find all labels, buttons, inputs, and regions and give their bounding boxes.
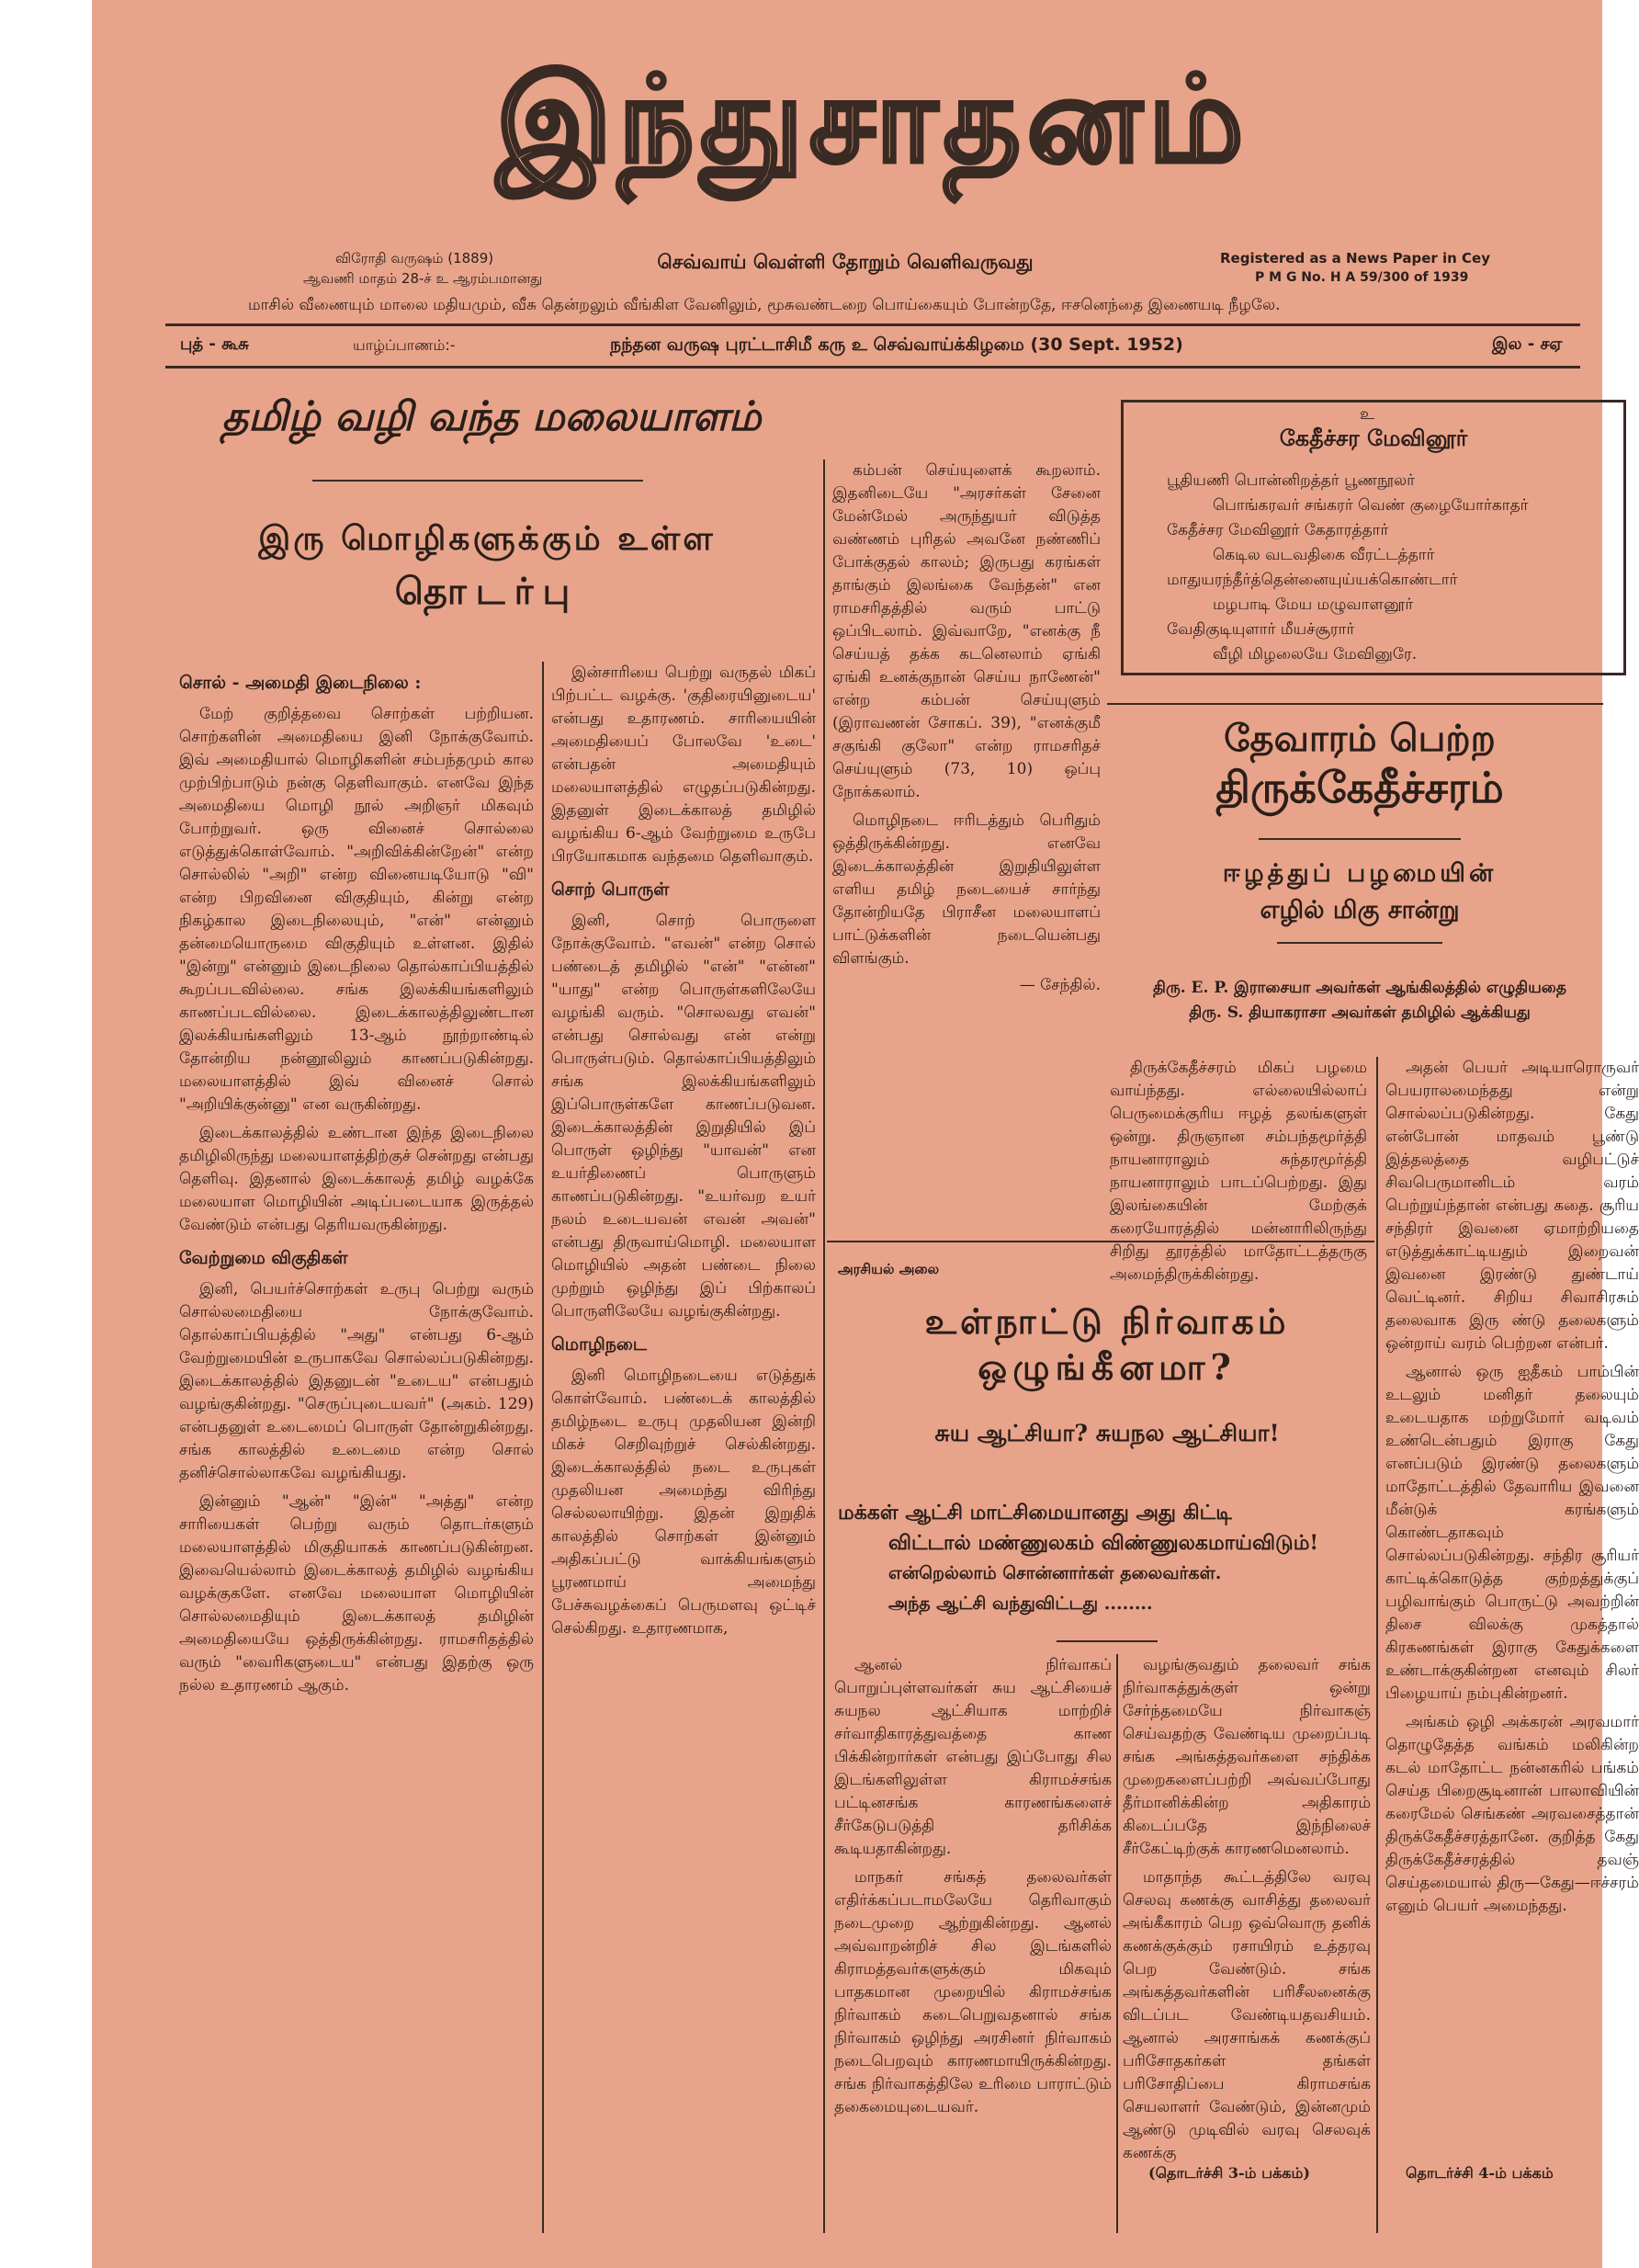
dateline-right: இல - சஏ — [1492, 335, 1563, 354]
article2-column-2 — [1385, 1057, 1639, 2242]
article3-quote — [838, 1498, 1371, 1619]
rule — [1107, 703, 1603, 705]
dateline-date: நந்தன வருஷ புரட்டாசிமீ கரு உ செவ்வாய்க்கிழமை (30 Sept. 1952) — [610, 335, 1183, 355]
section-heading: சொல் - அமைதி இடைநிலை : — [179, 673, 422, 693]
paragraph: மாதாந்த கூட்டத்திலே வரவு செலவு கணக்கு வாசித்து தலைவர் அங்கீகாரம் பெற ஒவ்வொரு தனிக் கணக்குக்கும் ரசாயிரம் உத்தரவு பெற வேண்டும். சங்க அங்கத்தவர்களின் பரிசீலனைக்கு விடப்பட வேண்டியதவசியம். ஆனால் அரசாங்கக் கணக்குப் பரிசோதகர்கள் தங்கள் பரிசோதிப்பை கிராமசங்க செயலாளர் வேண்டும், இன்னமும் ஆண்டு முடிவில் வரவு செலவுக் கணக்கு — [1123, 1868, 1371, 2162]
paragraph: வழங்குவதும் தலைவர் சங்க நிர்வாகத்துக்குள் ஒன்று சேர்ந்தமையே நிர்வாகஞ் செய்வதற்கு வேண்டிய முறைப்படி சங்க அங்கத்தவர்களை சந்திக்க முறைகளைப்பற்றி அவ்வப்போது தீர்மானிக்கின்ற அதிகாரம் கிடைப்பதே இந்நிலைச் சீர்கேட்டிற்குக் காரணமெனலாம். — [1123, 1656, 1371, 1858]
paragraph: ஆனால் ஒரு ஐதீகம் பாம்பின் உடலும் மனிதர் தலையும் உடையதாக மற்றுமோர் வடிவம் உண்டென்பதும் இராகு கேது எனப்படும் இரண்டு தலைகளும் மாதோட்டத்தில் தேவாரிய இவனை மீன்டுக் கரங்களும் கொண்டதாகவும் சொல்லப்படுகின்றது. சந்திர சூரியர் காட்டிக்கொடுத்த குற்றத்துக்குப் பழிவாங்கும் பொருட்டு அவற்றின் திசை விலக்கு முகத்தால் கிரகணங்கள் இராகு கேதுக்களை உண்டாக்குகின்றன எனவும் சிலர் பிழையாய் நம்புகின்றனர். — [1385, 1363, 1639, 1703]
tagline: செவ்வாய் வெள்ளி தோறும் வெளிவருவது — [657, 250, 1034, 273]
paragraph: மேற் குறித்தவை சொற்கள் பற்றியன. சொற்களின் அமைதியை இனி நோக்குவோம். இவ் அமைதியால் மொழிகளின் சம்பந்தமும் கால முற்பிற்பாடும் நன்கு தெளிவாகும். எனவே இந்த அமைதியை மொழி நூல் அறிஞர் மிகவும் போற்றுவர். ஒரு வினைச் சொல்லை எடுத்துக்கொள்வோம். "அறிவிக்கின்றேன்" என்ற சொல்லில் "அறி" என்ற வினையடியோடு "வி" என்ற பிறவினை விகுதியும், கின்று என்ற நிகழ்கால இடைநிலையும், "என்" என்னும் தன்மையொருமை விகுதியும் உள்ளன. இதில் "இன்று" என்னும் இடைநிலை தொல்காப்பியத்தில் கூறப்படவில்லை. சங்க இலக்கியங்களிலும் காணப்படவில்லை. இடைக்காலத்திலுண்டான இலக்கியங்களிலும் 13-ஆம் நூற்றாண்டில் தோன்றிய நன்னூலிலும் காணப்படுகின்றது. மலையாளத்தில் இவ் வினைச் சொல் "அறியிக்குன்னு" என வருகின்றது. — [179, 705, 534, 1114]
paragraph: இனி மொழிநடையை எடுத்துக் கொள்வோம். பண்டைக் காலத்தில் தமிழ்நடை உருபு முதலியன இன்றி மிகச் செறிவுற்றுச் செல்கின்றது. இடைக்காலத்தில் நடை உருபுகள் முதலியன அமைந்து விரிந்து செல்லலாயிற்று. இதன் இறுதிக் காலத்தில் சொற்கள் இன்னும் அதிகப்பட்டு வாக்கியங்களும் பூரணமாய் அமைந்து பேச்சுவழக்கைப் பெருமளவு ஒட்டிச் செல்கிறது. உதாரணமாக, — [551, 1366, 816, 1638]
article3-kicker: அரசியல் அலை — [838, 1261, 940, 1277]
verse-box-mark: உ — [1360, 404, 1375, 424]
rule — [165, 366, 1580, 369]
column-rule — [1116, 1654, 1118, 2233]
rule — [1277, 942, 1442, 944]
verse-line: பூதியணி பொன்னிறத்தர் பூணநூலர் — [1167, 471, 1416, 490]
quote-line: அந்த ஆட்சி வந்துவிட்டது ........ — [888, 1593, 1153, 1614]
article1-column-3 — [832, 459, 1101, 1222]
article2-title: தேவாரம் பெற்ற — [1224, 717, 1496, 760]
verse-box-lines — [1158, 469, 1608, 667]
pmg-note: P M G No. H A 59/300 of 1939 — [1255, 270, 1469, 285]
paragraph: மொழிநடை ஈரிடத்தும் பெரிதும் ஒத்திருக்கின்றது. எனவே இடைக்காலத்தின் இறுதியிலுள்ள எளிய தமிழ் நடையைச் சார்ந்து தோன்றியதே பிராசீன மலையாளப் பாட்டுக்களின் நடையென்பது விளங்கும். — [832, 811, 1101, 968]
year-left: விரோதி வருஷம் (1889) — [335, 250, 494, 266]
verse-box-title: கேதீச்சர மேவினூர் — [1279, 425, 1468, 451]
verse-line: கேதீச்சர மேவினூர் கேதாரத்தார் — [1167, 521, 1389, 539]
section-heading: சொற் பொருள் — [551, 879, 670, 900]
paragraph: கம்பன் செய்யுளைக் கூறலாம். இதனிடையே "அரசர்கள் சேனை மேன்மேல் அருந்துயர் விடுத்த வண்ணம் புரிதல் அவனே நண்ணிப் போக்குதல் காலம்; இருபது கரங்கள் தாங்கும் இலங்கை வேந்தன்" என ராமசரிதத்தில் வரும் பாட்டு ஒப்பிடலாம். இவ்வாறே, "எனக்கு நீ செய்யத் தக்க கடனெலாம் ஏங்கி ஏங்கி உனக்குநான் செய்ய நாணேன்" என்ற கம்பன் செய்யுளும் (இராவணன் சோகப். 39), "எனக்குமீ சகுங்கி குலோ" என்ற ராமசரிதச் செய்யுளும் (73, 10) ஒப்பு நோக்கலாம். — [832, 461, 1101, 801]
rule — [1259, 838, 1461, 840]
rule — [1057, 1640, 1158, 1642]
dateline-bar — [169, 331, 1577, 362]
paragraph: மாநகர் சங்கத் தலைவர்கள் எதிர்க்கப்படாமலேயே தெரிவாகும் நடைமுறை ஆற்றுகின்றது. ஆனல் அவ்வாறன்றிச் சில இடங்களில் கிராமத்தவர்களுக்கும் மிகவும் பாதகமான முறையில் கிராமச்சங்க நிர்வாகம் கடைபெறுவதனால் சங்க நிர்வாகம் ஒழிந்து அரசினர் நிர்வாகம் நடைபெறவும் காரணமாயிருக்கின்றது. சங்க நிர்வாகத்திலே உரிமை பாராட்டும் தகைமையுடையவர். — [834, 1868, 1112, 2116]
article2-title: திருக்கேதீச்சரம் — [1215, 763, 1504, 812]
article3-title: உள்நாட்டு நிர்வாகம் — [924, 1300, 1290, 1342]
verse-line: மழபாடி மேய மழுவாளனூர் — [1213, 595, 1414, 614]
article3-subtitle: சுய ஆட்சியா? சுயநல ஆட்சியா! — [934, 1420, 1280, 1446]
article2-subtitle: ஈழத்துப் பழமையின் — [1222, 859, 1498, 888]
verse-line: பொங்கரவர் சங்கரர் வெண் குழையோர்காதர் — [1213, 496, 1529, 515]
article2-column-1 — [1110, 1057, 1367, 1284]
paragraph: இன்னும் "ஆன்" "இன்" "அத்து" என்ற சாரியைகள் பெற்று வரும் தொடர்களும் மலையாளத்தில் மிகுதியாகக் காணப்படுகின்றன. இவையெல்லாம் இடைக்காலத் தமிழில் வழங்கிய வழக்குகளே. எனவே மலையாள மொழியின் சொல்லமைதியும் இடைக்காலத் தமிழின் அமைதியையே ஒத்திருக்கின்றது. ராமசரிதத்தில் வரும் "வைரிகளுடைய" என்பது இதற்கு ஒரு நல்ல உதாரணம் ஆகும். — [179, 1492, 534, 1695]
masthead-verse: மாசில் வீணையும் மாலை மதியமும், வீசு தென்றலும் வீங்கிள வேனிலும், மூசுவண்டறை பொய்கையும் போன்றதே, ஈசனெந்தை இணையடி நீழலே. — [248, 296, 1281, 314]
article1-column-1 — [179, 662, 534, 2242]
column-rule — [823, 459, 825, 2233]
registered-note: Registered as a News Paper in Cey — [1220, 250, 1491, 266]
verse-line: வீழி மிழலையே மேவினுரே. — [1213, 645, 1418, 663]
article1-title: தமிழ் வழி வந்த மலையாளம் — [221, 393, 762, 440]
rule — [165, 323, 1580, 326]
article2-credit: திரு. E. P. இராசையா அவர்கள் ஆங்கிலத்தில் எழுதியதை — [1153, 979, 1566, 997]
article2-credit: திரு. S. தியாகராசா அவர்கள் தமிழில் ஆக்கியது — [1189, 1004, 1531, 1022]
paragraph: திருக்கேதீச்சரம் மிகப் பழமை வாய்ந்தது. எல்லையில்லாப் பெருமைக்குரிய ஈழத் தலங்களுள் ஒன்று. திருஞான சம்பந்தமூர்த்தி நாயனாராலும் சுந்தரமூர்த்தி நாயனாராலும் பாடப்பெற்றது. இது இலங்கையின் மேற்குக் கரையோரத்தில் மன்னாரிலிருந்து சிறிது தூரத்தில் மாதோட்டத்தருகு அமைந்திருக்கின்றது. — [1110, 1059, 1367, 1284]
paragraph: அதன் பெயர் அடியாரொருவர் பெயராலமைந்தது என்று சொல்லப்படுகின்றது. கேது என்போன் மாதவம் பூண்டு இத்தலத்தை வழிபட்டுச் சிவபெருமானிடம் வரம் பெற்றுய்ந்தான் என்பது கதை. சூரிய சந்திரர் இவனை ஏமாற்றியதை எடுத்துக்காட்டியதும் இறைவன் இவனை இரண்டு துண்டாய் வெட்டினர். சிறிய சிவாசிரசும் தலைவாக இரு ண்டு தலைகளும் ஒன்றாய் வரம் பெற்றன என்பர். — [1385, 1059, 1639, 1353]
started-note: ஆவணி மாதம் 28-ச் உ ஆரம்பமானது — [303, 270, 543, 287]
column-rule — [1376, 1057, 1378, 2233]
article3-column-2 — [1123, 1654, 1371, 2169]
article3-title: ஒழுங்கீனமா? — [978, 1346, 1237, 1388]
article1-column-2 — [551, 662, 816, 2242]
verse-line: கெடில வடவதிகை வீரட்டத்தார் — [1213, 546, 1435, 564]
article1-subtitle: தொடர்பு — [394, 570, 580, 613]
verse-line: மாதுயரந்தீர்த்தென்னையுய்யக்கொண்டார் — [1167, 571, 1458, 589]
verse-line: வேதிகுடியுளார் மீயச்சூரார் — [1167, 620, 1355, 639]
paragraph: இனி, சொற் பொருளை நோக்குவோம். "எவன்" என்ற சொல் பண்டைத் தமிழில் "என்" "என்ன" "யாது" என்ற பொருள்களிலேயே வழங்கி வரும். "சொலவது எவன்" என்பது சொல்வது என் என்று பொருள்படும். தொல்காப்பியத்திலும் சங்க இலக்கியங்களிலும் இப்பொருள்களே காணப்படுவன. இடைக்காலத்தின் இறுதியில் இப் பொருள் ஒழிந்து "யாவன்" என உயர்திணைப் பொருளும் காணப்படுகின்றது. "உயர்வற உயர் நலம் உடையவன் எவன் அவன்" என்பது திருவாய்மொழி. மலையாள மொழியில் அதன் பண்டை நிலை முற்றும் ஒழிந்து இப் பிற்காலப் பொருளிலேயே வழங்குகின்றது. — [551, 912, 816, 1321]
section-heading: மொழிநடை — [551, 1334, 647, 1355]
newspaper-page — [92, 0, 1639, 2268]
column-rule — [542, 662, 544, 2233]
paragraph: அங்கம் ஒழி அக்கரன் அரவமார் தொழுதேத்த வங்கம் மலிகின்ற கடல் மாதோட்ட நன்னகரில் பங்கம் செய்த பிறைசூடினான் பாலாவியின் கரைமேல் செங்கண் அரவசைத்தான் திருக்கேதீச்சரத்தானே. குறித்த கேது திருக்கேதீச்சரத்தில் தவஞ் செய்தமையால் திரு—கேது—ஈச்சரம் எனும் பெயர் அமைந்தது. — [1385, 1713, 1639, 1915]
quote-line: விட்டால் மண்ணுலகம் விண்ணுலகமாய்விடும்! — [888, 1531, 1319, 1555]
article1-subtitle: இரு மொழிகளுக்கும் உள்ள — [258, 519, 716, 558]
dateline-place: யாழ்ப்பாணம்:- — [353, 336, 456, 354]
rule — [827, 1241, 1374, 1242]
section-heading: வேற்றுமை விகுதிகள் — [179, 1248, 348, 1268]
paragraph: இனி, பெயர்ச்சொற்கள் உருபு பெற்று வரும் சொல்லமைதியை நோக்குவோம். தொல்காப்பியத்தில் "அது" என்பது 6-ஆம் வேற்றுமையின் உருபாகவே சொல்லப்படுகின்றது. இடைக்காலத்தில் இதனுடன் "உடைய" என்பதும் வழங்குகின்றது. "செருப்புடையவர்" (அகம். 129) என்பதனுள் உடைமைப் பொருள் தோன்றுகின்றது. சங்க காலத்தில் உடைமை என்ற சொல் தனிச்சொல்லாகவே வழங்கியது. — [179, 1280, 534, 1482]
paragraph: இன்சாரியை பெற்று வருதல் மிகப் பிற்பட்ட வழக்கு. 'குதிரையினுடைய' என்பது உதாரணம். சாரியையின் அமைதியைப் போலவே 'உடை' என்பதன் அமைதியும் மலையாளத்தில் எழுதப்படுகின்றது. இதனுள் இடைக்காலத் தமிழில் வழங்கிய 6-ஆம் வேற்றுமை உருபே பிரயோகமாக வந்தமை தெளிவாகும். — [551, 663, 816, 866]
rule — [312, 480, 643, 482]
article1-signature: — சேந்தில். — [1019, 976, 1101, 994]
quote-line: மக்கள் ஆட்சி மாட்சிமையானது அது கிட்டி — [838, 1501, 1232, 1525]
paragraph: இடைக்காலத்தில் உண்டான இந்த இடைநிலை தமிழிலிருந்து மலையாளத்திற்குச் சென்றது என்பது தெளிவு. இதனால் இடைக்காலத் தமிழ் வழக்கே மலையாள மொழியின் அடிப்படையாக இருத்தல் வேண்டும் என்பது தெரியவருகின்றது. — [179, 1124, 534, 1234]
paragraph: ஆனல் நிர்வாகப் பொறுப்புள்ளவர்கள் சுய ஆட்சியைச் சுயநல ஆட்சியாக மாற்றிச் சர்வாதிகாரத்துவத்தை காண பிக்கின்றார்கள் என்பது இப்போது சில இடங்களிலுள்ள கிராமச்சங்க பட்டினசங்க காரணங்களைச் சீர்கேடுபடுத்தி தரிசிக்க கூடியதாகின்றது. — [834, 1656, 1112, 1858]
article3-continued: (தொடர்ச்சி 3-ம் பக்கம்) — [1148, 2164, 1310, 2182]
dateline-left: புத் - கூசு — [180, 335, 249, 354]
article2-subtitle: எழில் மிகு சான்று — [1260, 896, 1460, 924]
masthead-title: இந்துசாதனம் — [496, 49, 1249, 189]
article3-column-1 — [834, 1654, 1112, 2242]
masthead-logo — [276, 9, 1470, 239]
quote-line: என்றெல்லாம் சொன்னார்கள் தலைவர்கள். — [888, 1563, 1222, 1583]
article2-continued: தொடர்ச்சி 4-ம் பக்கம் — [1406, 2164, 1554, 2182]
